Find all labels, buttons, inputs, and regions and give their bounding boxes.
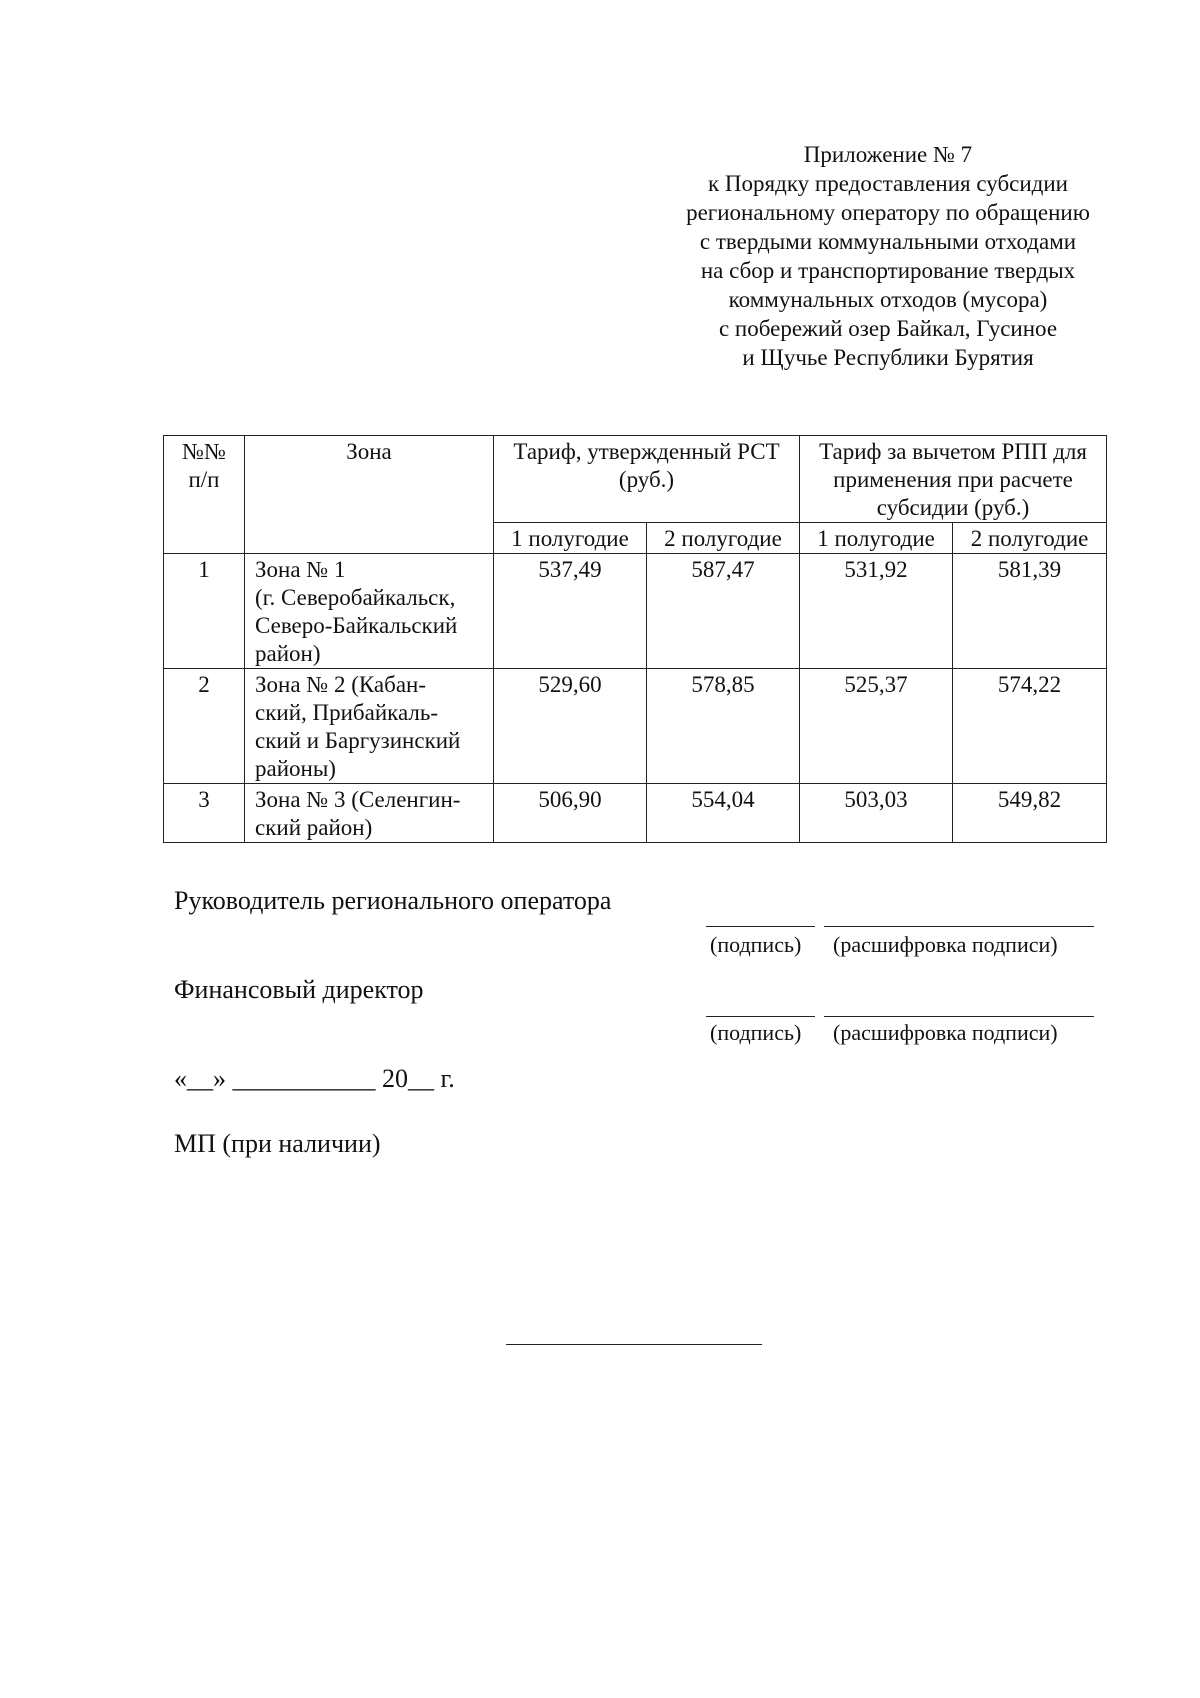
appendix-line: с твердыми коммунальными отходами [699, 229, 1077, 254]
signature-label: (подпись) [710, 1020, 802, 1045]
rst-half2-value: 587,47 [647, 554, 800, 669]
zone-cell [245, 669, 494, 784]
net-half1-value: 503,03 [800, 784, 953, 843]
appendix-line: коммунальных отходов (мусора) [728, 287, 1048, 312]
row-number: 3 [164, 784, 245, 843]
header-half-2: 2 полугодие [647, 523, 800, 554]
net-half2-value: 581,39 [953, 554, 1107, 669]
zone-line: Северо-Байкальский [255, 613, 458, 638]
appendix-line: на сбор и транспортирование твердых [700, 258, 1076, 283]
decoding-label: (расшифровка подписи) [833, 1020, 1058, 1045]
zone-cell [245, 554, 494, 669]
end-divider [506, 1344, 762, 1345]
zone-line: районы) [255, 756, 336, 781]
zone-line: Зона № 1 [255, 557, 346, 582]
zone-cell [245, 784, 494, 843]
signature-line[interactable] [706, 926, 815, 927]
zone-line: ский, Прибайкаль- [255, 700, 439, 725]
net-half1-value: 531,92 [800, 554, 953, 669]
row-number: 2 [164, 669, 245, 784]
rst-half1-value: 506,90 [494, 784, 647, 843]
table-row [164, 669, 1107, 784]
zone-line: Зона № 3 (Селенгин- [255, 787, 461, 812]
rst-half1-value: 537,49 [494, 554, 647, 669]
header-half-1: 1 полугодие [800, 523, 953, 554]
signature-line[interactable] [706, 1016, 815, 1017]
date-line: «__» ___________ 20__ г. [174, 1064, 455, 1093]
net-half2-value: 549,82 [953, 784, 1107, 843]
appendix-line: Приложение № 7 [803, 142, 973, 167]
header-tariff-rst: Тариф, утвержденный РСТ (руб.) [494, 436, 800, 523]
tariff-table [163, 435, 1107, 843]
header-num: №№ п/п [164, 436, 245, 554]
appendix-line: с побережий озер Байкал, Гусиное [718, 316, 1058, 341]
net-half1-value: 525,37 [800, 669, 953, 784]
row-number: 1 [164, 554, 245, 669]
table-row [164, 784, 1107, 843]
zone-line: (г. Северобайкальск, [255, 585, 456, 610]
header-half-2: 2 полугодие [953, 523, 1107, 554]
appendix-header [653, 140, 1123, 372]
zone-line: Зона № 2 (Кабан- [255, 672, 427, 697]
signature-decoding-line[interactable] [824, 1016, 1094, 1017]
header-half-1: 1 полугодие [494, 523, 647, 554]
stamp-note: МП (при наличии) [174, 1129, 381, 1158]
rst-half2-value: 578,85 [647, 669, 800, 784]
zone-line: ский район) [255, 815, 373, 840]
zone-line: район) [255, 641, 321, 666]
header-tariff-net: Тариф за вычетом РПП для применения при расчете субсидии (руб.) [800, 436, 1107, 523]
rst-half2-value: 554,04 [647, 784, 800, 843]
head-title: Руководитель регионального оператора [174, 886, 612, 915]
appendix-line: и Щучье Республики Бурятия [742, 345, 1034, 370]
decoding-label: (расшифровка подписи) [833, 932, 1058, 957]
net-half2-value: 574,22 [953, 669, 1107, 784]
signature-decoding-line[interactable] [824, 926, 1094, 927]
table-row [164, 554, 1107, 669]
zone-line: ский и Баргузинский [255, 728, 461, 753]
finance-title: Финансовый директор [174, 975, 424, 1004]
rst-half1-value: 529,60 [494, 669, 647, 784]
signature-label: (подпись) [710, 932, 802, 957]
header-zone: Зона [245, 436, 494, 554]
appendix-line: к Порядку предоставления субсидии [708, 171, 1068, 196]
appendix-line: региональному оператору по обращению [686, 200, 1090, 225]
